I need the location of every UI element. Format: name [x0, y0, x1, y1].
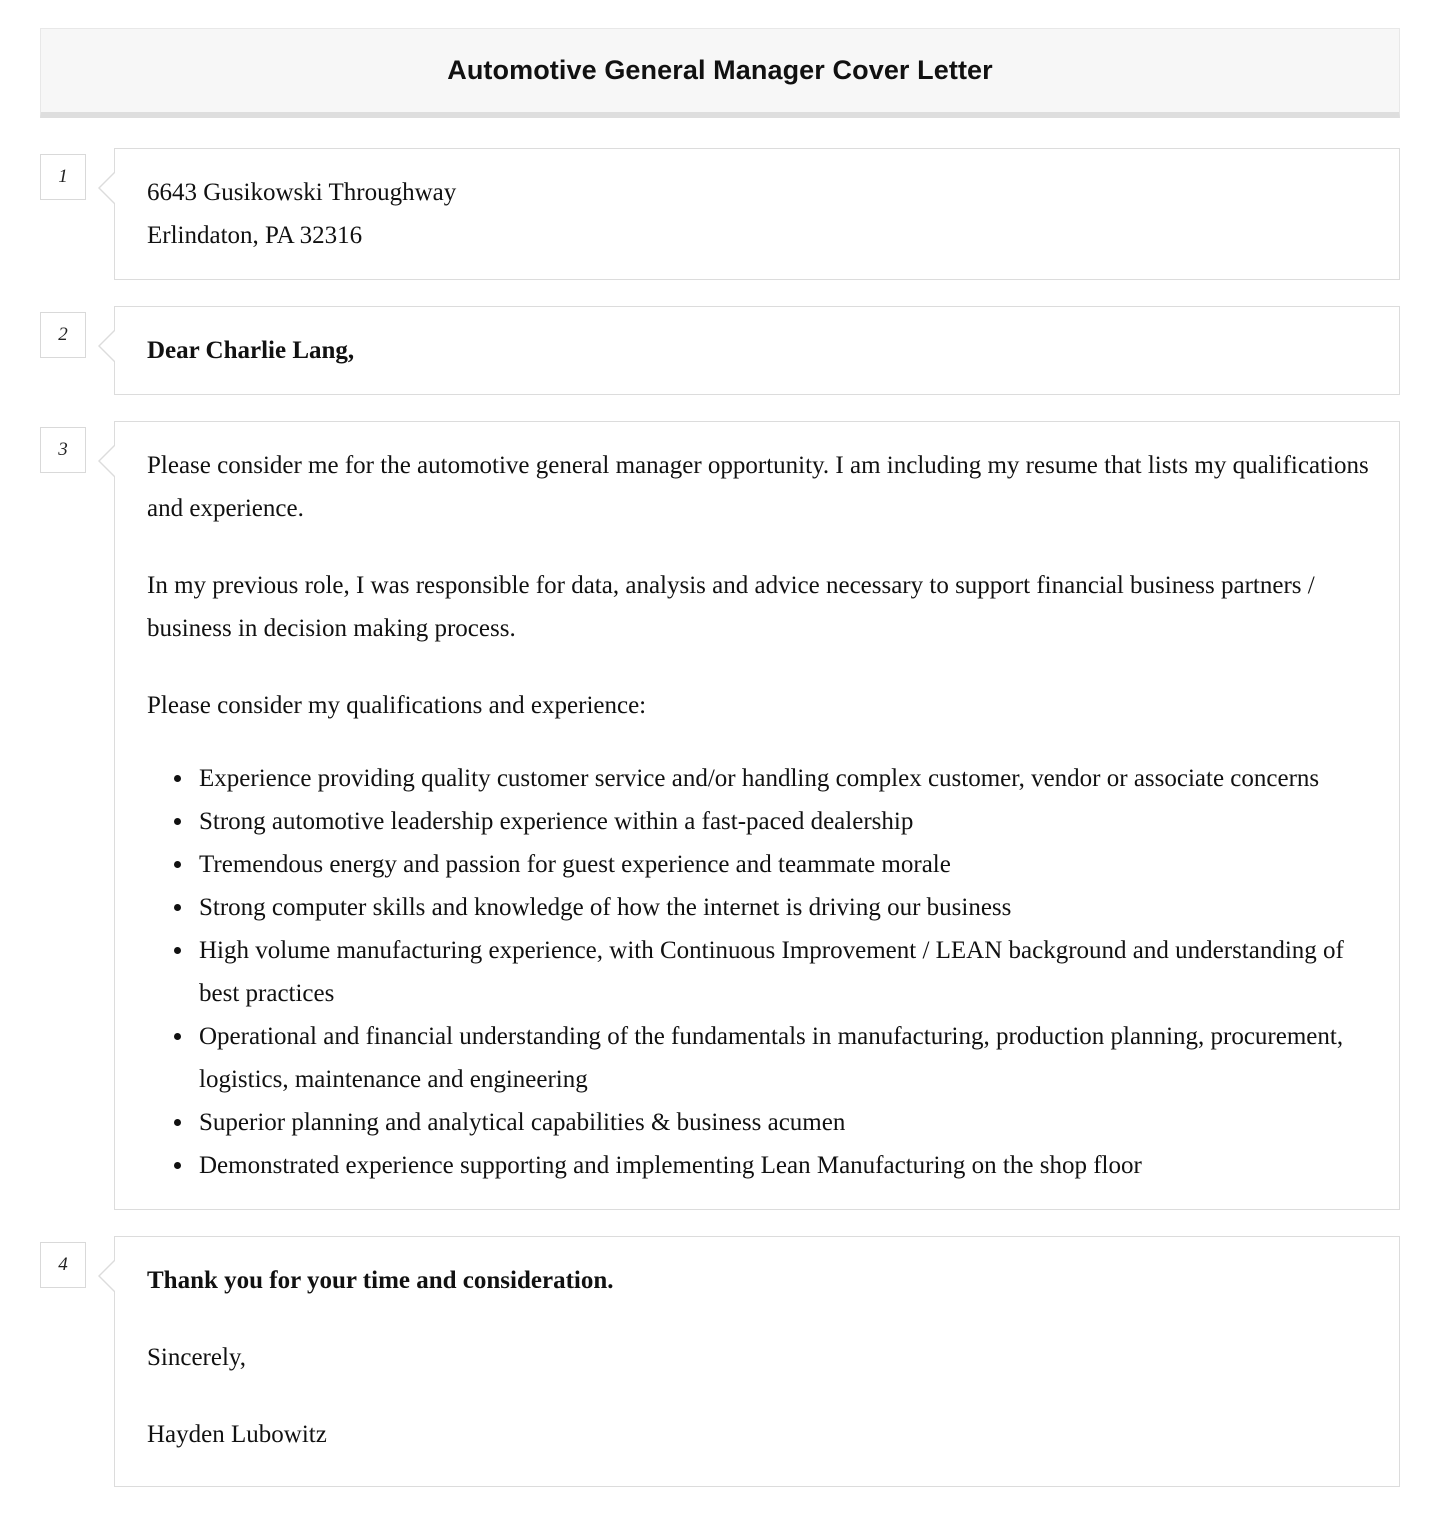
list-item: • Tremendous energy and passion for guest experience and teammate morale	[195, 843, 1375, 886]
block-number-marker[interactable]: 4	[40, 1242, 86, 1288]
block-number-marker[interactable]: 3	[40, 427, 86, 473]
signature-name: Hayden Lubowitz	[147, 1421, 327, 1448]
letter-block-address	[40, 148, 1400, 280]
body-paragraph-2: In my previous role, I was responsible for data, analysis and advice necessary to support financial business partners / business in decision making process.	[147, 572, 1315, 642]
salutation-text: Dear Charlie Lang,	[147, 337, 355, 364]
letter-block-salutation	[40, 306, 1400, 395]
closing-signoff: Sincerely,	[147, 1344, 247, 1371]
list-item: • Strong computer skills and knowledge of how the internet is driving our business	[195, 886, 1375, 929]
letter-block-body	[40, 421, 1400, 1210]
letter-blocks	[40, 148, 1400, 1487]
list-item: • Operational and financial understanding of the fundamentals in manufacturing, production planning, procurement, logistics, maintenance and engineering	[195, 1015, 1375, 1101]
closing-bubble[interactable]	[114, 1236, 1400, 1487]
body-bubble[interactable]	[114, 421, 1400, 1210]
cover-letter-page	[0, 28, 1440, 1487]
list-item: • Superior planning and analytical capabilities & business acumen	[195, 1101, 1375, 1144]
list-item: • High volume manufacturing experience, with Continuous Improvement / LEAN background and understanding of best practices	[195, 929, 1375, 1015]
list-item: • Strong automotive leadership experience within a fast-paced dealership	[195, 800, 1375, 843]
block-number-marker[interactable]: 2	[40, 312, 86, 358]
letter-block-closing	[40, 1236, 1400, 1487]
page-title: Automotive General Manager Cover Letter	[447, 55, 993, 85]
closing-thanks: Thank you for your time and consideration.	[147, 1267, 614, 1294]
salutation-bubble[interactable]	[114, 306, 1400, 395]
document-header	[40, 28, 1400, 118]
body-paragraph-1: Please consider me for the automotive general manager opportunity. I am including my resume that lists my qualifications and experience.	[147, 452, 1369, 522]
address-bubble[interactable]	[114, 148, 1400, 280]
list-item: • Demonstrated experience supporting and implementing Lean Manufacturing on the shop floor	[195, 1144, 1375, 1187]
qualifications-list	[147, 757, 1375, 1187]
block-number-marker[interactable]: 1	[40, 154, 86, 200]
address-line-2: Erlindaton, PA 32316	[147, 222, 363, 249]
address-line-1: 6643 Gusikowski Throughway	[147, 179, 457, 206]
list-item: • Experience providing quality customer service and/or handling complex customer, vendor or associate concerns	[195, 757, 1375, 800]
body-paragraph-3: Please consider my qualifications and experience:	[147, 692, 647, 719]
